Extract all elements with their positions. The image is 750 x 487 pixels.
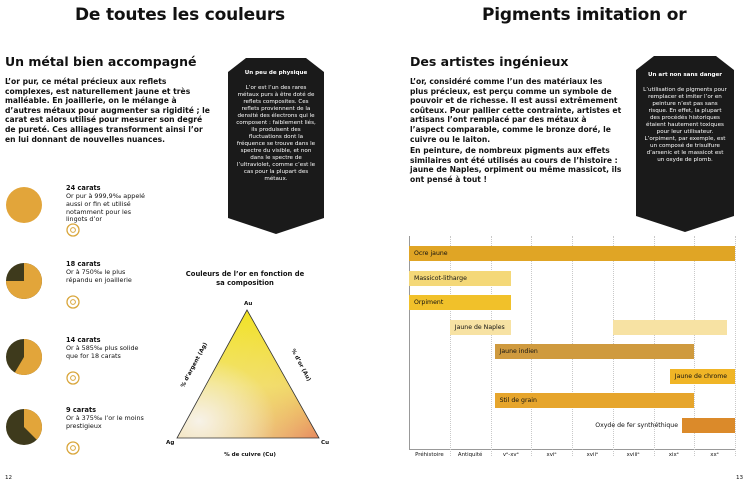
- left-lead-paragraph: L’or pur, ce métal précieux aux reflets complexes, est naturellement jaune et très malléable. En joaillerie, on le mélange à d’autres métaux pour augmenter sa rigidité ; le carat est alors utilisé pour mesurer son degré de pureté. Ces alliages transforment ainsi l’or en lui donnant de nouvelles nuances.: [5, 77, 210, 144]
- danger-box-text: L’utilisation de pigments pour remplacer et imiter l’or en peinture n’est pas sans risque. En effet, la plupart des procédés historiques étaient hautement toxiques pour leur utilisateur. L’orpiment, par exemple, est un composé de trisulfure d’arsenic et le massicot est un oxyde de plomb.: [643, 87, 727, 163]
- right-page-title: Pigments imitation or: [482, 5, 687, 25]
- timeline-bar: [409, 295, 511, 310]
- timeline-bar: [495, 393, 695, 408]
- triangle-bottom-axis-label: % de cuivre (Cu): [224, 452, 276, 458]
- timeline-bar-label: Jaune indien: [499, 348, 538, 355]
- danger-box-title: Un art non sans danger: [647, 72, 723, 78]
- karat-description: Or pur à 999,9‰ appelé aussi or fin et utilisé notamment pour les lingots d’or: [66, 192, 145, 224]
- karat-description: Or à 375‰ l’or le moins prestigieux: [66, 414, 144, 430]
- timeline-gridline: [450, 236, 451, 456]
- timeline-tick-label: xxᵉ: [710, 452, 719, 458]
- timeline-tick-label: Antiquité: [457, 452, 483, 458]
- timeline-bar-label: Ocre jaune: [414, 250, 448, 257]
- timeline-tick-label: vᵉ-xvᵉ: [502, 452, 519, 458]
- timeline-bar-label: Massicot-litharge: [414, 274, 467, 282]
- physics-box-title: Un peu de physique: [244, 70, 308, 76]
- timeline-bar-label: Oxyde de fer synthéthique: [595, 421, 679, 429]
- triangle-vertex-au: Au: [244, 301, 253, 307]
- timeline-bar: [682, 418, 735, 433]
- timeline-bar-label: Jaune de Naples: [454, 323, 505, 331]
- triangle-right-axis-label: % d’or (Au): [289, 348, 312, 383]
- timeline-bar-label: Stil de grain: [499, 397, 537, 404]
- triangle-vertex-ag: Ag: [166, 440, 175, 446]
- timeline-bar-label: Orpiment: [414, 299, 444, 306]
- triangle-left-axis-label: % d’argent (Ag): [180, 341, 209, 389]
- timeline-bar: [495, 344, 695, 359]
- triangle-vertex-cu: Cu: [321, 440, 330, 446]
- timeline-tick-label: xviiᵉ: [586, 452, 599, 458]
- timeline-bar: [450, 320, 511, 335]
- karat-title: 14 carats: [66, 336, 101, 344]
- triangle-title: Couleurs de l’or en fonction de sa composition: [185, 270, 305, 287]
- timeline-bar: [409, 246, 735, 261]
- karat-title: 24 carats: [66, 184, 101, 192]
- left-page-title: De toutes les couleurs: [75, 5, 285, 25]
- right-lead-paragraph-2: En peinture, de nombreux pigments aux effets similaires ont été utilisés au cours de l’histoire : jaune de Naples, orpiment ou même massicot, ils ont pensé à tout !: [410, 146, 622, 184]
- timeline-tick-label: Préhistoire: [415, 452, 444, 458]
- karat-description: Or à 585‰ plus solide que for 18 carats: [66, 344, 139, 360]
- timeline-bar-label: Jaune de chrome: [674, 372, 728, 380]
- timeline-bar: [613, 320, 727, 335]
- karat-title: 9 carats: [66, 406, 97, 414]
- right-page-subtitle: Des artistes ingénieux: [410, 54, 569, 69]
- timeline-gridline: [735, 236, 736, 456]
- timeline-tick-label: xviiiᵉ: [626, 452, 640, 458]
- timeline-bar: [670, 369, 735, 384]
- karat-title: 18 carats: [66, 260, 101, 268]
- timeline-tick-label: xviᵉ: [546, 452, 557, 458]
- right-page-number: 13: [736, 475, 744, 481]
- left-page-subtitle: Un métal bien accompagné: [5, 54, 197, 69]
- timeline-gridline: [491, 236, 492, 456]
- timeline-bar: [409, 271, 511, 286]
- karat-description: Or à 750‰ le plus répandu en joaillerie: [66, 268, 132, 284]
- timeline-tick-label: xixᵉ: [668, 452, 679, 458]
- left-page-number: 12: [5, 475, 13, 481]
- physics-box-text: L’or est l’un des rares métaux purs à être doté de reflets composites. Ces reflets proviennent de la densité des électrons qui le composent : faiblement liés, ils produisent des fluctuations dont la fréquence se trouve dans le spectre du visible, et non dans le spectre de l’ultraviolet, comme c’est le cas pour la plupart des métaux.: [236, 85, 316, 182]
- right-lead-paragraph-1: L’or, considéré comme l’un des matériaux les plus précieux, est perçu comme un symbole de pouvoir et de richesse. Il est aussi extrêmement coûteux. Pour pallier cette contrainte, artistes et artisans l’ont remplacé par des métaux à l’aspect comparable, comme le bronze doré, le cuivre ou le laiton.: [410, 77, 622, 144]
